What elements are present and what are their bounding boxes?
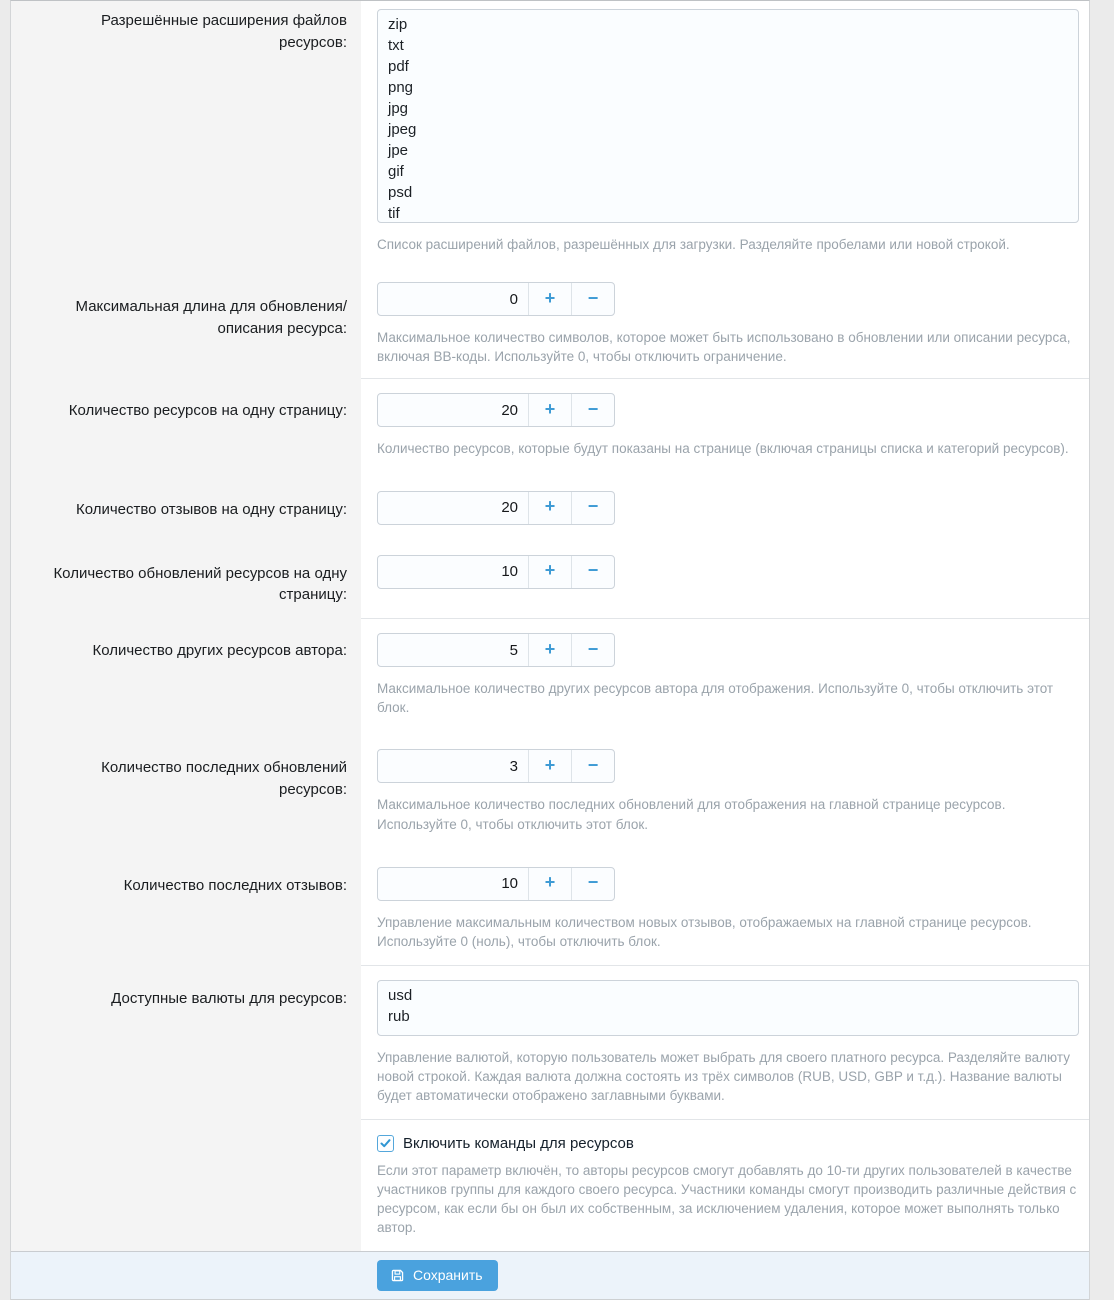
plus-icon: + xyxy=(544,398,556,419)
decrement-button[interactable] xyxy=(571,868,614,900)
decrement-button[interactable] xyxy=(571,556,614,588)
reviews-per-page-input[interactable] xyxy=(378,492,528,524)
minus-icon: − xyxy=(587,398,599,419)
latest-resource-updates-input[interactable] xyxy=(378,750,528,782)
field-label-text: Количество последних отзывов: xyxy=(123,876,347,894)
plus-icon: + xyxy=(544,872,556,893)
field-help-text: Максимальное количество других ресурсов автора для отображения. Используйте 0, чтобы отключить этот блок. xyxy=(377,681,1054,716)
other-author-resources-spinner xyxy=(377,633,615,667)
plus-icon: + xyxy=(544,287,556,308)
field-label xyxy=(11,735,361,852)
latest-reviews-spinner xyxy=(377,867,615,901)
minus-icon: − xyxy=(587,754,599,775)
field-label xyxy=(11,853,361,965)
plus-icon: + xyxy=(544,754,556,775)
field-label-text: Количество последних обновлений ресурсов: xyxy=(101,759,347,799)
field-help-text: Максимальное количество последних обновлений для отображения на главной странице ресурсов. Используйте 0, чтобы отключить этот блок. xyxy=(377,797,1006,832)
form-row-latest-resource-updates xyxy=(11,735,1089,852)
field-label xyxy=(11,965,361,1118)
currencies-textarea[interactable] xyxy=(377,980,1079,1036)
allowed-extensions-textarea[interactable] xyxy=(377,9,1079,223)
field-value-cell xyxy=(361,735,1089,852)
increment-button[interactable] xyxy=(528,492,571,524)
field-label xyxy=(11,274,361,378)
resources-per-page-spinner xyxy=(377,393,615,427)
increment-button[interactable] xyxy=(528,556,571,588)
resources-per-page-input[interactable] xyxy=(378,394,528,426)
field-label xyxy=(11,541,361,619)
save-button-label: Сохранить xyxy=(413,1267,483,1284)
field-value-cell xyxy=(361,378,1089,476)
max-update-length-input[interactable] xyxy=(378,283,528,315)
decrement-button[interactable] xyxy=(571,283,614,315)
plus-icon: + xyxy=(544,560,556,581)
field-label-text: Количество других ресурсов автора: xyxy=(92,642,347,660)
field-value-cell xyxy=(361,1119,1089,1252)
field-value-cell xyxy=(361,965,1089,1118)
field-label xyxy=(11,1119,361,1252)
increment-button[interactable] xyxy=(528,283,571,315)
save-icon xyxy=(390,1268,405,1283)
field-help-text: Управление валютой, которую пользователь может выбрать для своего платного ресурса. Разделяйте валюту новой строкой. Каждая валюта должна состоять из трёх символов (RUB, USD, GBP и т.д.). Название валюты будет автоматически отображено заглавными буквами. xyxy=(377,1050,1070,1104)
latest-reviews-input[interactable] xyxy=(378,868,528,900)
field-help-text: Список расширений файлов, разрешённых для загрузки. Разделяйте пробелами или новой строкой. xyxy=(377,237,1010,252)
form-row-currencies xyxy=(11,965,1089,1118)
field-value-cell xyxy=(361,274,1089,378)
latest-resource-updates-spinner xyxy=(377,749,615,783)
form-row-allowed-extensions xyxy=(11,1,1089,274)
other-author-resources-input[interactable] xyxy=(378,634,528,666)
minus-icon: − xyxy=(587,496,599,517)
max-update-length-spinner xyxy=(377,282,615,316)
enable-teams-option[interactable] xyxy=(377,1135,1077,1152)
minus-icon: − xyxy=(587,638,599,659)
decrement-button[interactable] xyxy=(571,492,614,524)
increment-button[interactable] xyxy=(528,394,571,426)
decrement-button[interactable] xyxy=(571,750,614,782)
settings-form xyxy=(10,0,1090,1300)
checkmark-icon xyxy=(380,1138,391,1149)
form-row-latest-reviews xyxy=(11,853,1089,965)
field-value-cell xyxy=(361,541,1089,619)
field-value-cell xyxy=(361,618,1089,735)
increment-button[interactable] xyxy=(528,634,571,666)
field-label-text: Количество обновлений ресурсов на одну страницу: xyxy=(53,564,347,604)
field-label xyxy=(11,618,361,735)
field-label-text: Максимальная длина для обновления/описания ресурса: xyxy=(75,298,347,337)
minus-icon: − xyxy=(587,287,599,308)
field-help-text: Управление максимальным количеством новых отзывов, отображаемых на главной странице ресурсов. Используйте 0 (ноль), чтобы отключить блок. xyxy=(377,914,1032,949)
plus-icon: + xyxy=(544,638,556,659)
field-label xyxy=(11,1,361,274)
decrement-button[interactable] xyxy=(571,394,614,426)
reviews-per-page-spinner xyxy=(377,491,615,525)
enable-teams-checkbox[interactable] xyxy=(377,1135,394,1152)
field-label-text: Доступные валюты для ресурсов: xyxy=(111,990,347,1008)
field-value-cell xyxy=(361,1,1089,274)
form-row-other-author-resources xyxy=(11,618,1089,735)
checkbox-label[interactable]: Включить команды для ресурсов xyxy=(403,1134,634,1152)
field-help-text: Максимальное количество символов, которое может быть использовано в обновлении или описании ресурса, включая BB-коды. Используйте 0, чтобы отключить ограничение. xyxy=(377,330,1071,365)
form-row-resources-per-page xyxy=(11,378,1089,476)
field-help-text: Если этот параметр включён, то авторы ресурсов смогут добавлять до 10-ти других пользователей в качестве участников группы для каждого своего ресурса. Участники команды смогут производить различные действия с ресурсом, как если бы он был их собственным, за исключением удаления, которое может выполнять только автор. xyxy=(377,1162,1077,1235)
field-help-text: Количество ресурсов, которые будут показаны на странице (включая страницы списка и категорий ресурсов). xyxy=(377,441,1069,457)
updates-per-page-input[interactable] xyxy=(378,556,528,588)
form-row-updates-per-page xyxy=(11,541,1089,619)
increment-button[interactable] xyxy=(528,868,571,900)
field-label-text: Разрешённые расширения файлов ресурсов: xyxy=(100,12,347,51)
minus-icon: − xyxy=(587,872,599,893)
form-footer xyxy=(11,1251,1089,1300)
updates-per-page-spinner xyxy=(377,555,615,589)
form-row-reviews-per-page xyxy=(11,477,1089,541)
form-row-enable-teams xyxy=(11,1119,1089,1252)
form-row-max-update-length xyxy=(11,274,1089,378)
plus-icon: + xyxy=(544,496,556,517)
field-value-cell xyxy=(361,853,1089,965)
field-label xyxy=(11,477,361,541)
minus-icon: − xyxy=(587,560,599,581)
increment-button[interactable] xyxy=(528,750,571,782)
field-label-text: Количество ресурсов на одну страницу: xyxy=(68,402,347,420)
save-button[interactable] xyxy=(377,1260,498,1291)
field-label-text: Количество отзывов на одну страницу: xyxy=(75,500,347,518)
decrement-button[interactable] xyxy=(571,634,614,666)
field-value-cell xyxy=(361,477,1089,541)
field-label xyxy=(11,378,361,476)
